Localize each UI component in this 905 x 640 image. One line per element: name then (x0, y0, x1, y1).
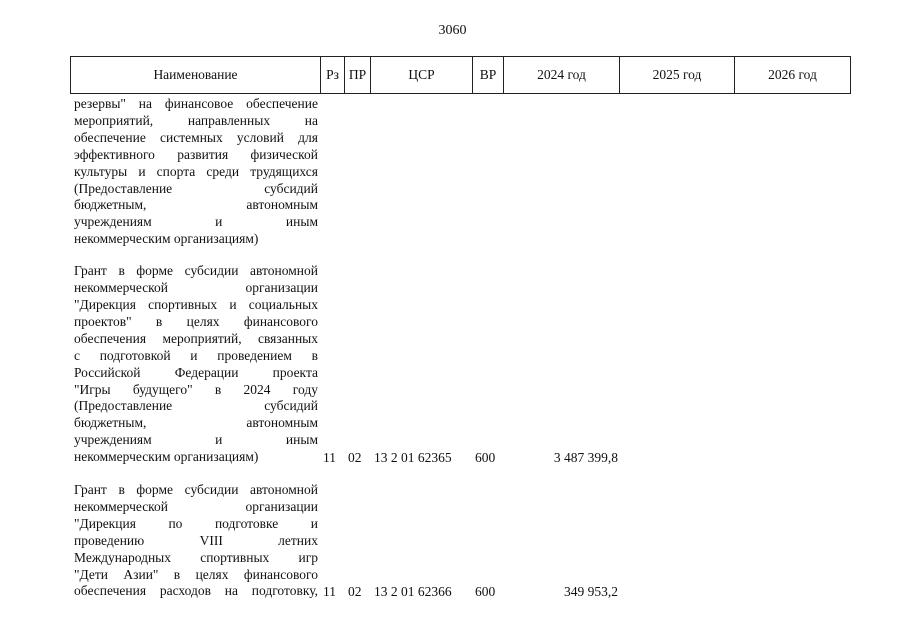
name-line: некоммерческим организациям) (74, 449, 259, 465)
page-number: 3060 (438, 23, 467, 38)
row-name (74, 96, 318, 248)
name-line: бюджетным, автономным (74, 415, 318, 431)
name-line: (Предоставление субсидий (74, 398, 318, 414)
col-header-name: Наименование (71, 57, 321, 94)
name-line: учреждениям и иным (74, 214, 318, 230)
name-line: Грант в форме субсидии автономной (74, 482, 318, 498)
col-header-2024: 2024 год (504, 57, 620, 94)
name-line: с подготовкой и проведением в (74, 347, 318, 363)
name-line: резервы" на финансовое обеспечение (74, 96, 318, 111)
name-line: Грант в форме субсидии автономной (74, 263, 318, 279)
name-line: эффективного развития физической (74, 146, 318, 162)
name-line: "Игры будущего" в 2024 году (74, 381, 318, 397)
name-line: "Дети Азии" в целях финансового (74, 566, 318, 582)
cell-2024: 3 487 399,8 (553, 450, 618, 466)
name-line: Российской Федерации проекта (74, 364, 318, 380)
cell-rz: 11 (323, 450, 336, 466)
name-line: Международных спортивных игр (74, 549, 318, 565)
name-line: некоммерческой организации (74, 280, 318, 296)
name-line: бюджетным, автономным (74, 197, 318, 213)
name-line: (Предоставление субсидий (74, 180, 318, 196)
col-header-csr: ЦСР (371, 57, 473, 94)
name-line: некоммерческой организации (74, 498, 318, 514)
table-row (0, 263, 905, 466)
cell-csr: 13 2 01 62366 (374, 584, 452, 600)
name-line: проектов" в целях финансового (74, 313, 318, 329)
row-name (74, 263, 318, 466)
cell-pr: 02 (348, 584, 362, 600)
col-header-2026: 2026 год (735, 57, 851, 94)
cell-2024: 349 953,2 (564, 584, 618, 600)
name-line: учреждениям и иным (74, 432, 318, 448)
table-row (0, 96, 905, 248)
name-line: обеспечения мероприятий, связанных (74, 330, 318, 346)
col-header-pr: ПР (345, 57, 371, 94)
cell-pr: 02 (348, 450, 362, 466)
cell-vr: 600 (475, 584, 496, 600)
name-line: "Дирекция по подготовке и (74, 515, 318, 531)
col-header-rz: Рз (321, 57, 345, 94)
name-line: мероприятий, направленных на (74, 112, 318, 128)
name-line: обеспечения расходов на подготовку, (74, 583, 318, 599)
name-line: некоммерческим организациям) (74, 231, 259, 247)
row-values (0, 583, 905, 600)
cell-csr: 13 2 01 62365 (374, 450, 452, 466)
col-header-2025: 2025 год (620, 57, 735, 94)
name-line: "Дирекция спортивных и социальных (74, 296, 318, 312)
table-body (0, 96, 905, 600)
table-row (0, 482, 905, 600)
name-line: обеспечение системных условий для (74, 129, 318, 145)
name-line: проведению VIII летних (74, 532, 318, 548)
name-line: культуры и спорта среди трудящихся (74, 163, 318, 179)
row-values (0, 449, 905, 466)
cell-vr: 600 (475, 450, 496, 466)
cell-rz: 11 (323, 584, 336, 600)
table-header (70, 56, 851, 94)
col-header-vr: ВР (473, 57, 504, 94)
